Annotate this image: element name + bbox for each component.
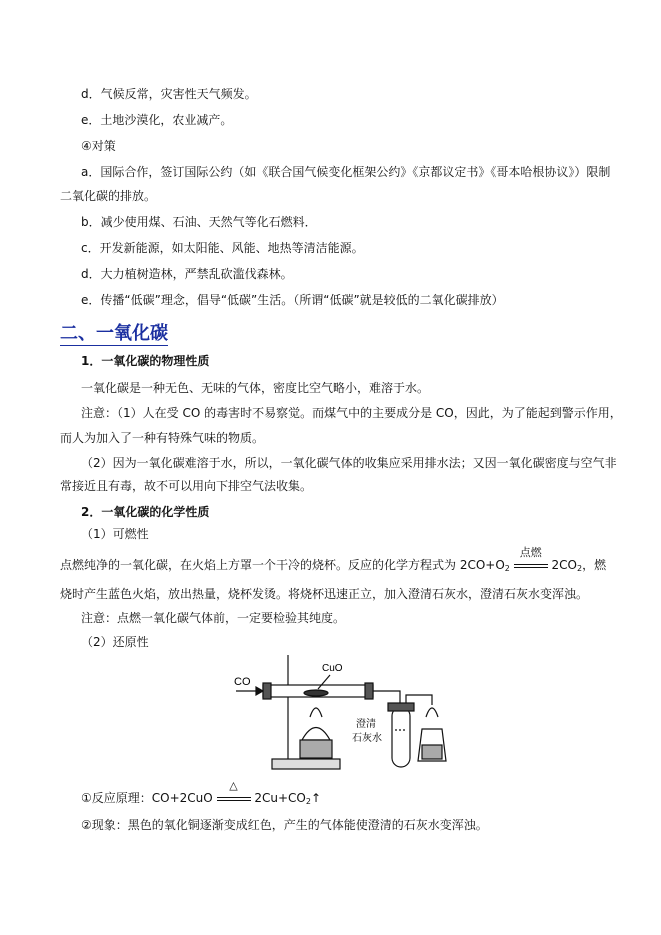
reducibility-heading: （2）还原性	[81, 635, 149, 649]
measure-a-line1: a．国际合作，签订国际公约（如《联合国气候变化框架公约》《京都议定书》《哥本哈根协议》）限制	[81, 165, 611, 179]
section-title: 二、一氧化碳	[60, 319, 168, 346]
reaction-arrow: 点燃	[514, 557, 548, 573]
measure-b: b．减少使用煤、石油、天然气等化石燃料．	[81, 215, 317, 229]
combustibility-heading: （1）可燃性	[81, 527, 149, 541]
note-2-line1: （2）因为一氧化碳难溶于水，所以，一氧化碳气体的收集应采用排水法；又因一氧化碳密度与空气非	[81, 456, 617, 470]
measures-heading: ④对策	[81, 139, 116, 153]
co-reduction-apparatus-diagram	[230, 655, 460, 780]
chemical-properties-heading: 2．一氧化碳的化学性质	[81, 505, 210, 519]
effect-d: d．气候反常，灾害性天气频发。	[81, 87, 257, 101]
physical-properties-text: 一氧化碳是一种无色、无味的气体，密度比空气略小，难溶于水。	[81, 381, 430, 395]
measure-c: c．开发新能源，如太阳能、风能、地热等清洁能源。	[81, 241, 364, 255]
physical-properties-heading: 1．一氧化碳的物理性质	[81, 354, 210, 368]
combustion-description: 烧时产生蓝色火焰，放出热量，烧杯发烫。将烧杯迅速正立，加入澄清石灰水，澄清石灰水变浑浊。	[60, 587, 589, 601]
note-1-line2: 而人为加入了一种有特殊气味的物质。	[60, 431, 265, 445]
heating-arrow: △	[217, 790, 251, 806]
note-1-line1: 注意：（1）人在受 CO 的毒害时不易察觉。而煤气中的主要成分是 CO，因此，为了能起到警示作用，	[81, 406, 622, 420]
limewater-label-1: 澄清	[356, 719, 376, 730]
effect-e: e．土地沙漠化，农业减产。	[81, 113, 233, 127]
measure-d: d．大力植树造林，严禁乱砍滥伐森林。	[81, 267, 293, 281]
cuo-label: CuO	[322, 663, 343, 674]
reaction-principle: ①反应原理：CO+2CuO △ $2Cu+CO_2↑$	[81, 779, 322, 806]
combustion-note: 注意：点燃一氧化碳气体前，一定要检验其纯度。	[81, 611, 346, 625]
measure-a-line2: 二氧化碳的排放。	[60, 189, 157, 203]
measure-e: e．传播“低碳”理念，倡导“低碳”生活。（所谓“低碳”就是较低的二氧化碳排放）	[81, 293, 504, 307]
note-2-line2: 常接近且有毒，故不可以用向下排空气法收集。	[60, 479, 313, 493]
reaction-phenomenon: ②现象：黑色的氧化铜逐渐变成红色，产生的气体能使澄清的石灰水变浑浊。	[81, 818, 488, 832]
co-label: CO	[234, 676, 251, 688]
limewater-label-2: 石灰水	[352, 733, 382, 744]
combustion-equation-line: 点燃纯净的一氧化碳，在火焰上方罩一个干冷的烧杯。反应的化学方程式为 $2CO+O_2$ 点燃 $2CO_2$，燃	[60, 546, 607, 573]
